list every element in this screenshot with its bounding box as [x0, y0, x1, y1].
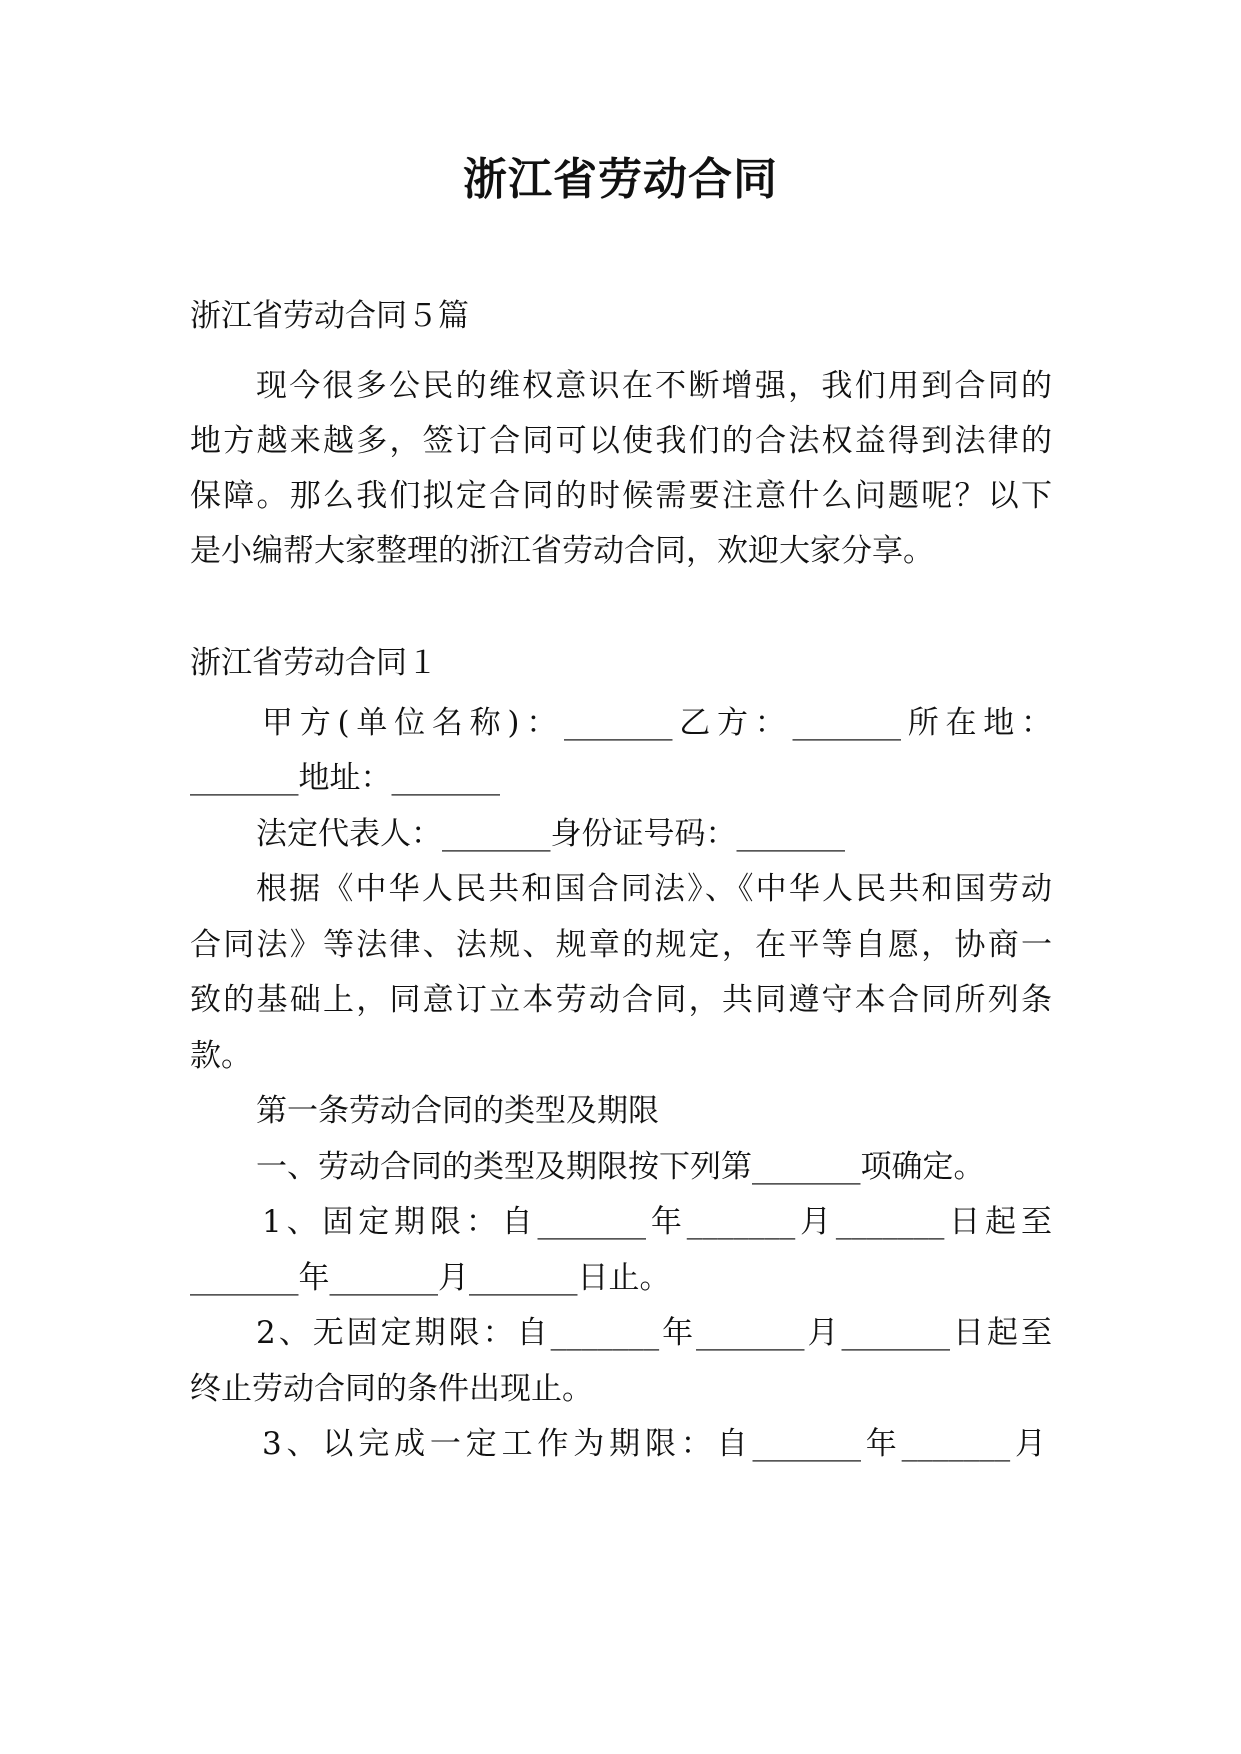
- body-line-10: 1、固定期限：自_______年_______月_______日起至: [262, 1204, 1052, 1240]
- body-line-11: _______年_______月_______日止。: [190, 1260, 671, 1296]
- document-title: 浙江省劳动合同: [463, 154, 778, 205]
- intro-line-4: 是小编帮大家整理的浙江省劳动合同，欢迎大家分享。: [190, 533, 934, 569]
- body-line-14: 3、以完成一定工作为期限：自_______年_______月: [262, 1426, 1046, 1462]
- document-subtitle: 浙江省劳动合同５篇: [190, 298, 469, 334]
- body-line-2: _______地址：_______: [190, 760, 500, 796]
- body-line-5: 合同法》等法律、法规、规章的规定，在平等自愿，协商一: [190, 927, 1052, 963]
- body-line-9: 一、劳动合同的类型及期限按下列第_______项确定。: [256, 1149, 985, 1185]
- intro-line-3: 保障。那么我们拟定合同的时候需要注意什么问题呢？以下: [190, 478, 1052, 514]
- intro-line-1: 现今很多公民的维权意识在不断增强，我们用到合同的: [256, 368, 1052, 404]
- body-line-13: 终止劳动合同的条件出现止。: [190, 1371, 593, 1407]
- body-line-1: 甲方(单位名称)：_______乙方：_______所在地：: [262, 705, 1052, 741]
- body-line-12: 2、无固定期限：自_______年_______月_______日起至: [256, 1315, 1052, 1351]
- section-title: 浙江省劳动合同１: [190, 645, 438, 681]
- body-line-6: 致的基础上，同意订立本劳动合同，共同遵守本合同所列条: [190, 982, 1052, 1018]
- body-line-4: 根据《中华人民共和国合同法》、《中华人民共和国劳动: [256, 871, 1052, 907]
- body-line-8: 第一条劳动合同的类型及期限: [256, 1093, 659, 1129]
- body-line-3: 法定代表人：_______身份证号码：_______: [256, 816, 845, 852]
- body-line-7: 款。: [190, 1038, 252, 1074]
- intro-line-2: 地方越来越多，签订合同可以使我们的合法权益得到法律的: [190, 423, 1052, 459]
